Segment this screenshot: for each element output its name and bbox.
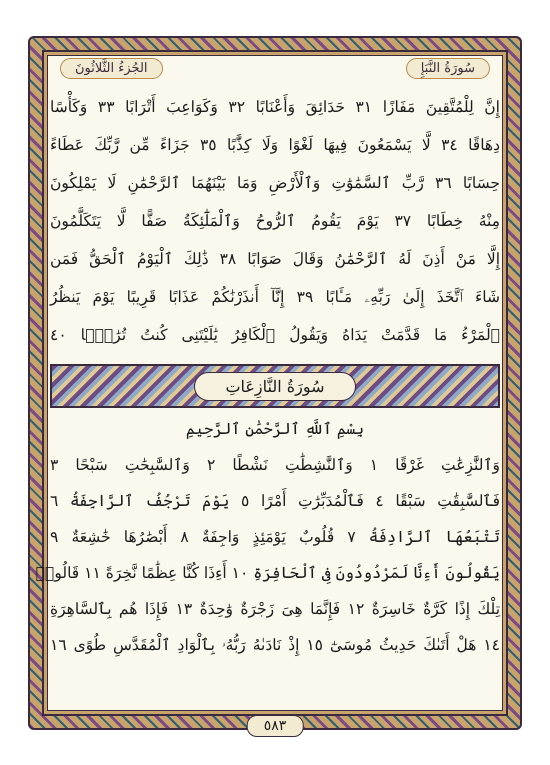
text-line: إِنَّ لِلْمُتَّقِينَ مَفَازًا ٣١ حَدَائِقَ وَأَعْنَابًا ٣٢ وَكَوَاعِبَ أَتْرَابًا ٣٣ وَكَأْسًا <box>50 98 500 116</box>
text-line: فَٱلسَّٰبِقَٰتِ سَبْقًا ٤ فَٱلْمُدَبِّرَٰتِ أَمْرًا ٥ يَوْمَ تَرْجُفُ ٱلرَّاجِفَةُ ٦ <box>50 492 500 510</box>
page-number: ٥٨٣ <box>247 715 304 737</box>
surah-title: سُورَةُ النَّازِعَاتِ <box>194 372 355 401</box>
verses-top <box>50 92 500 362</box>
juz-label: الجُزءُ الثَّلاثُونَ <box>60 58 163 79</box>
surah-label: سُورَةُ النَّبَإِ <box>406 58 490 79</box>
verses-bottom <box>35 414 501 714</box>
text-line: شَاءَ ٱتَّخَذَ إِلَىٰ رَبِّهِۦ مَـَٔابًا ٣٩ إِنَّآ أَنذَرْنَٰكُمْ عَذَابًا قَرِيبًا يَوْمَ يَنظُرُ <box>50 288 500 306</box>
text-line: تَتْبَعُهَا ٱلرَّادِفَةُ ٧ قُلُوبٌ يَوْمَئِذٍ وَاجِفَةٌ ٨ أَبْصَٰرُهَا خَٰشِعَةٌ ٩ <box>50 528 501 546</box>
text-line: وَٱلنَّٰزِعَٰتِ غَرْقًا ١ وَٱلنَّٰشِطَٰتِ نَشْطًا ٢ وَٱلسَّٰبِحَٰتِ سَبْحًا ٣ <box>50 456 500 474</box>
text-line: حِسَابًا ٣٦ رَّبِّ ٱلسَّمَٰوَٰتِ وَٱلْأَرْضِ وَمَا بَيْنَهُمَا ٱلرَّحْمَٰنِ لَا يَمْلِكُونَ <box>50 174 500 192</box>
text-line: تِلْكَ إِذًا كَرَّةٌ خَاسِرَةٌ ١٢ فَإِنَّمَا هِىَ زَجْرَةٌ وَٰحِدَةٌ ١٣ فَإِذَا هُم بِٱلسَّاهِرَةِ <box>50 600 501 618</box>
text-line: إِلَّا مَنْ أَذِنَ لَهُ ٱلرَّحْمَٰنُ وَقَالَ صَوَابًا ٣٨ ذَٰلِكَ ٱلْيَوْمُ ٱلْحَقُّ فَمَن <box>50 250 501 268</box>
basmala: بِسْمِ ٱللَّهِ ٱلرَّحْمَٰنِ ٱلرَّحِيمِ <box>185 420 365 438</box>
text-line: ٱلْمَرْءُ مَا قَدَّمَتْ يَدَاهُ وَيَقُولُ ٱلْكَافِرُ يَٰلَيْتَنِى كُنتُ تُرَٰبًۢا ٤٠ <box>50 326 500 344</box>
text-line: ١٤ هَلْ أَتَىٰكَ حَدِيثُ مُوسَىٰٓ ١٥ إِذْ نَادَىٰهُ رَبُّهُۥ بِٱلْوَادِ ٱلْمُقَدَّسِ طُوًى ١٦ <box>50 636 500 654</box>
page-header <box>46 54 504 82</box>
text-line: مِنْهُ خِطَابًا ٣٧ يَوْمَ يَقُومُ ٱلرُّوحُ وَٱلْمَلَٰٓئِكَةُ صَفًّا لَّا يَتَكَلَّمُونَ <box>50 212 500 230</box>
mushaf-page <box>28 36 522 734</box>
surah-banner <box>50 364 500 408</box>
text-line: يَقُولُونَ أَءِنَّا لَمَرْدُودُونَ فِى ٱلْحَافِرَةِ ١٠ أَءِذَا كُنَّا عِظَٰمًا نَّخِرَةً ١١ قَالُوا۟ <box>35 564 500 582</box>
text-line: دِهَاقًا ٣٤ لَّا يَسْمَعُونَ فِيهَا لَغْوًا وَلَا كِذَّٰبًا ٣٥ جَزَاءً مِّن رَّبِّكَ عَطَاءً <box>50 136 501 154</box>
